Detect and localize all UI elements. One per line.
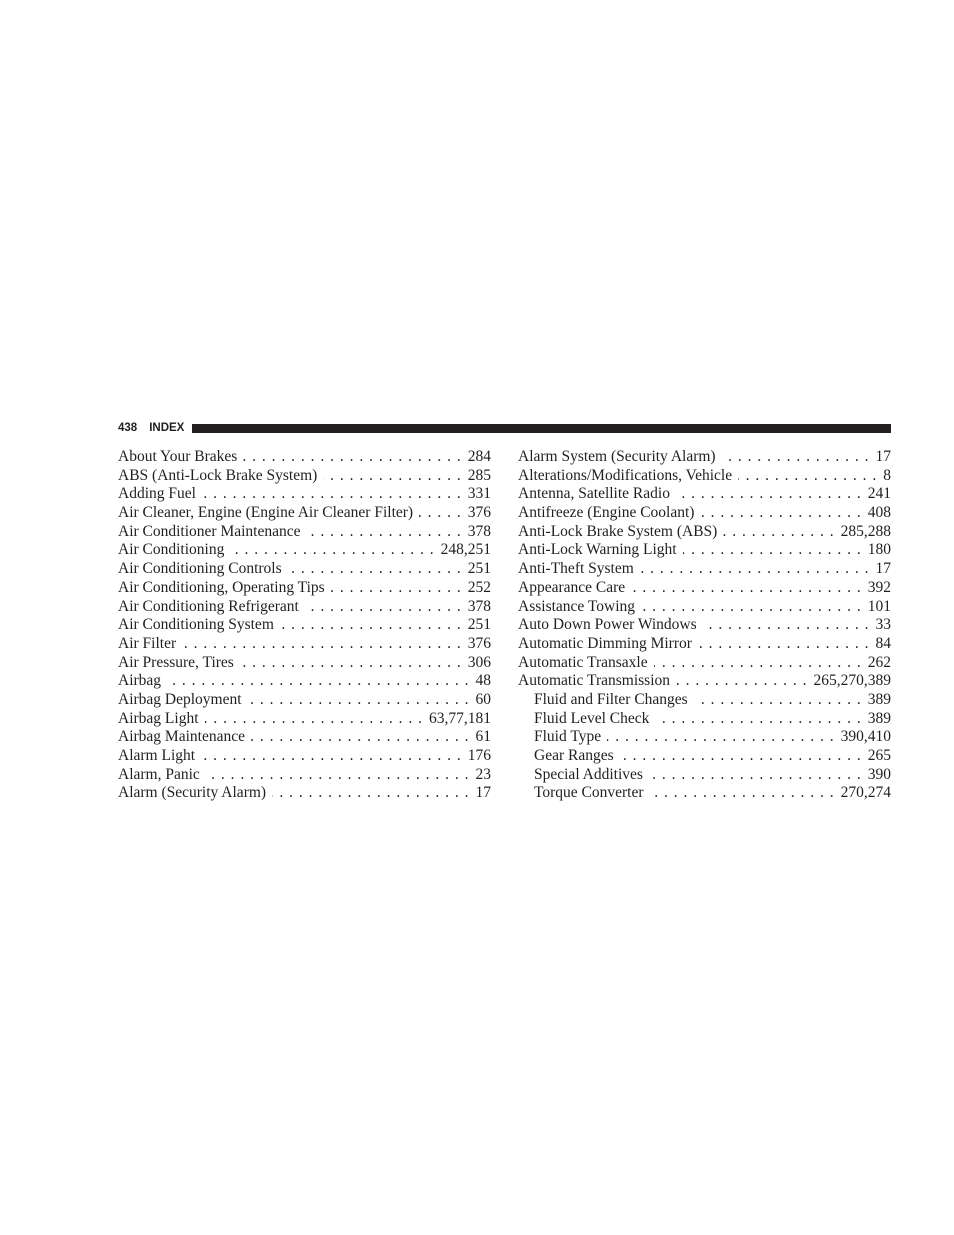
dot-leader — [649, 766, 862, 785]
index-page-numbers: 285 — [467, 466, 491, 484]
index-page-numbers: 176 — [467, 747, 491, 764]
index-term: Anti-Theft System — [518, 560, 634, 578]
index-page-numbers: 389 — [867, 690, 891, 708]
index-term: Air Pressure, Tires — [118, 653, 234, 671]
index-entry — [518, 635, 891, 654]
index-term: Air Conditioning Controls — [118, 560, 282, 578]
index-term: Anti-Lock Warning Light — [518, 541, 677, 559]
index-page-numbers: 270,274 — [840, 784, 891, 802]
index-entry — [118, 635, 491, 654]
dot-leader — [205, 710, 424, 729]
index-page-numbers: 376 — [467, 634, 491, 652]
index-page-numbers: 390 — [867, 765, 891, 783]
index-entry — [118, 541, 491, 560]
index-term: Auto Down Power Windows — [518, 616, 697, 634]
index-page-numbers: 84 — [875, 634, 891, 652]
index-page-numbers: 306 — [467, 653, 491, 671]
dot-leader — [202, 485, 462, 504]
dot-leader — [307, 523, 462, 542]
page-header — [118, 420, 891, 436]
index-entry — [118, 485, 491, 504]
dot-leader — [419, 504, 462, 523]
index-term: Antifreeze (Engine Coolant) — [518, 504, 695, 522]
dot-leader — [280, 616, 462, 635]
index-term: Torque Converter — [534, 784, 644, 802]
index-term: About Your Brakes — [118, 448, 238, 465]
index-entry — [518, 523, 891, 542]
index-term: Alarm Light — [118, 747, 196, 764]
index-term: Automatic Dimming Mirror — [518, 634, 692, 652]
index-entry — [118, 448, 491, 467]
dot-leader — [243, 448, 461, 467]
dot-leader — [655, 710, 861, 729]
index-term: Special Additives — [534, 765, 643, 783]
dot-leader — [272, 784, 469, 803]
index-term: ABS (Anti-Lock Brake System) — [118, 466, 318, 484]
index-page-numbers: 17 — [875, 560, 891, 578]
index-page-numbers: 285,288 — [840, 522, 891, 540]
dot-leader — [694, 691, 862, 710]
index-page-numbers: 241 — [867, 485, 891, 503]
page-number: 438 — [118, 422, 138, 434]
dot-leader — [722, 448, 870, 467]
index-page-numbers: 33 — [875, 616, 891, 634]
index-term: Air Conditioning Refrigerant — [118, 597, 299, 615]
index-entry — [518, 467, 891, 486]
index-term: Adding Fuel — [118, 485, 196, 503]
index-entry — [118, 523, 491, 542]
index-page-numbers: 392 — [867, 578, 891, 596]
dot-leader — [288, 560, 462, 579]
index-entry — [518, 672, 891, 691]
index-term: Alarm System (Security Alarm) — [518, 448, 716, 465]
index-term: Appearance Care — [518, 578, 626, 596]
index-subentry — [518, 747, 891, 766]
index-page-numbers: 248,251 — [440, 541, 491, 559]
index-subentry — [518, 710, 891, 729]
index-entry — [518, 579, 891, 598]
index-page-numbers: 23 — [475, 765, 491, 783]
dot-leader — [641, 598, 862, 617]
index-entry — [118, 598, 491, 617]
dot-leader — [305, 598, 462, 617]
index-page-numbers: 8 — [883, 466, 891, 484]
dot-leader — [640, 560, 870, 579]
index-page-numbers: 390,410 — [840, 728, 891, 746]
index-entry — [118, 654, 491, 673]
dot-leader — [206, 766, 470, 785]
dot-leader — [738, 467, 877, 486]
index-term: Fluid Level Check — [534, 709, 650, 727]
index-entry — [518, 541, 891, 560]
index-entry — [118, 691, 491, 710]
index-page-numbers: 376 — [467, 504, 491, 522]
index-subentry — [518, 766, 891, 785]
index-term: Airbag Deployment — [118, 690, 242, 708]
index-entry — [518, 654, 891, 673]
dot-leader — [240, 654, 462, 673]
index-entry — [118, 728, 491, 747]
index-page-numbers: 262 — [867, 653, 891, 671]
index-page-numbers: 265,270,389 — [813, 672, 891, 690]
index-page-numbers: 331 — [467, 485, 491, 503]
dot-leader — [676, 485, 862, 504]
index-term: Fluid and Filter Changes — [534, 690, 688, 708]
section-title: INDEX — [149, 422, 185, 434]
index-entry — [518, 448, 891, 467]
index-column-right — [518, 448, 891, 803]
index-page-numbers: 378 — [467, 522, 491, 540]
dot-leader — [631, 579, 862, 598]
dot-leader — [167, 672, 469, 691]
index-term: Airbag Light — [118, 709, 199, 727]
index-entry — [118, 579, 491, 598]
index-subentry — [518, 691, 891, 710]
index-page-numbers: 408 — [867, 504, 891, 522]
index-term: Alarm, Panic — [118, 765, 200, 783]
dot-leader — [683, 541, 862, 560]
index-entry — [118, 467, 491, 486]
index-page-numbers: 60 — [475, 690, 491, 708]
index-term: Air Cleaner, Engine (Engine Air Cleaner Filter) — [118, 504, 414, 522]
index-entry — [518, 616, 891, 635]
index-term: Air Filter — [118, 634, 177, 652]
dot-leader — [620, 747, 862, 766]
index-term: Antenna, Satellite Radio — [518, 485, 670, 503]
index-entry — [118, 784, 491, 803]
index-page-numbers: 252 — [467, 578, 491, 596]
index-page-numbers: 284 — [467, 448, 491, 465]
header-rule — [192, 424, 891, 433]
index-term: Automatic Transaxle — [518, 653, 648, 671]
index-page-numbers: 48 — [475, 672, 491, 690]
index-term: Air Conditioning, Operating Tips — [118, 578, 325, 596]
index-entry — [118, 616, 491, 635]
index-page-numbers: 61 — [475, 728, 491, 746]
dot-leader — [323, 467, 461, 486]
index-page-numbers: 180 — [867, 541, 891, 559]
index-term: Air Conditioning — [118, 541, 225, 559]
index-subentry — [518, 728, 891, 747]
index-entry — [118, 710, 491, 729]
dot-leader — [703, 616, 870, 635]
index-page-numbers: 17 — [475, 784, 491, 802]
dot-leader — [650, 784, 835, 803]
index-column-left — [118, 448, 491, 803]
index-entry — [518, 504, 891, 523]
index-term: Alarm (Security Alarm) — [118, 784, 267, 802]
index-term: Fluid Type — [534, 728, 602, 746]
index-page-numbers: 17 — [875, 448, 891, 465]
index-entry — [518, 560, 891, 579]
index-term: Air Conditioning System — [118, 616, 274, 634]
index-entry — [118, 504, 491, 523]
dot-leader — [331, 579, 462, 598]
dot-leader — [654, 654, 862, 673]
index-page-numbers: 251 — [467, 616, 491, 634]
index-term: Alterations/Modifications, Vehicle — [518, 466, 733, 484]
index-entry — [518, 485, 891, 504]
index-entry — [118, 766, 491, 785]
dot-leader — [201, 747, 462, 766]
index-entry — [518, 598, 891, 617]
dot-leader — [676, 672, 807, 691]
index-entry — [118, 672, 491, 691]
index-entry — [118, 747, 491, 766]
index-subentry — [518, 784, 891, 803]
dot-leader — [182, 635, 462, 654]
index-term: Gear Ranges — [534, 747, 614, 764]
index-term: Airbag — [118, 672, 162, 690]
dot-leader — [723, 523, 834, 542]
index-term: Anti-Lock Brake System (ABS) — [518, 522, 718, 540]
index-page-numbers: 389 — [867, 709, 891, 727]
dot-leader — [698, 635, 870, 654]
index-page-numbers: 378 — [467, 597, 491, 615]
dot-leader — [248, 691, 470, 710]
index-page-numbers: 63,77,181 — [429, 709, 491, 727]
index-entry — [118, 560, 491, 579]
index-term: Air Conditioner Maintenance — [118, 522, 301, 540]
dot-leader — [607, 728, 835, 747]
index-term: Automatic Transmission — [518, 672, 671, 690]
index-term: Airbag Maintenance — [118, 728, 245, 746]
dot-leader — [230, 541, 434, 560]
dot-leader — [700, 504, 861, 523]
index-page-numbers: 251 — [467, 560, 491, 578]
index-page-numbers: 265 — [867, 747, 891, 764]
index-page-numbers: 101 — [867, 597, 891, 615]
index-term: Assistance Towing — [518, 597, 636, 615]
dot-leader — [251, 728, 470, 747]
